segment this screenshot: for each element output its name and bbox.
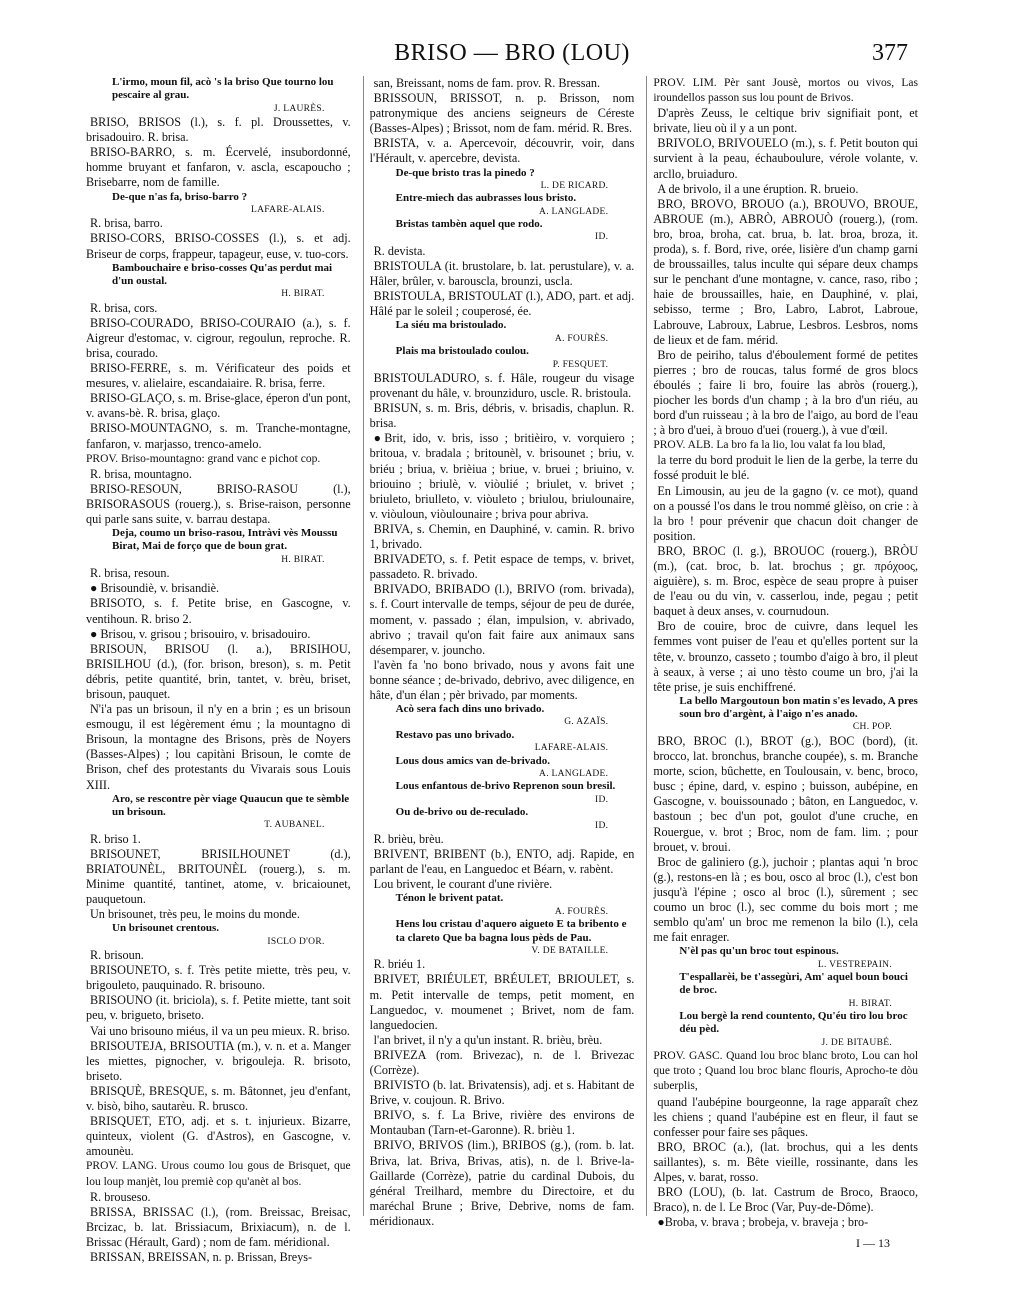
dictionary-entry: Vai uno brisouno miéus, il va un peu mieux. R. briso. [90, 1023, 350, 1038]
quotation-author: L. DE RICARD. [540, 180, 609, 191]
verse-quotation: Ténon le brivent patat. [395, 892, 504, 905]
column-left [86, 76, 351, 1264]
dictionary-entry: l'avèn fa 'no bono brivado, nous y avons fait une bonne séance ; de-brivado, debrivo, avec diligence, en hâte, d'un élan ; pèr brivado, par moments. [369, 657, 635, 702]
dictionary-entry: BRISOUNETO, s. f. Très petite miette, très peu, v. brigouleto, pauquinado. R. brisouno. [86, 963, 351, 993]
dictionary-entry: BRISO, BRISOS (l.), s. f. pl. Droussettes, v. brisadouiro. R. brisa. [86, 115, 351, 145]
signature-mark: I — 13 [856, 1236, 890, 1250]
verse-quotation: N'èl pas qu'un broc tout espinous. [679, 945, 839, 958]
dictionary-entry: BRIVO, s. f. La Brive, rivière des environs de Montauban (Tarn-et-Garonne). R. brièu 1. [369, 1108, 635, 1138]
quotation-author: J. DE BITAUBÉ. [821, 1037, 893, 1048]
quotation-author: A. LANGLADE. [539, 206, 609, 217]
quotation-author: ID. [595, 232, 609, 243]
dictionary-entry: R. brisa, resoun. [90, 566, 170, 581]
dictionary-entry: BRISSOUN, BRISSOT, n. p. Brisson, nom patronymique des anciens seigneurs de Céreste (Basses-Alpes) ; Brissot, nom de fam. mérid. R. Bres. [369, 91, 635, 136]
verse-quotation: De-que n'as fa, briso-barro ? [112, 190, 248, 203]
dictionary-entry: BRISTOULA (it. brustolare, b. lat. perustulare), v. a. Hâler, brûler, v. barouscla, brounzi, uscla. [369, 259, 635, 289]
dictionary-entry: BRISOUNO (it. briciola), s. f. Petite miette, tant soit peu, v. brigueto, briseto. [86, 993, 351, 1023]
dictionary-entry: BRISSA, BRISSAC (l.), (rom. Breissac, Breisac, Brcizac, b. lat. Brissiacum, Brixiacum), n. de l. Brissac (Hérault, Gard) ; nom de fam. méridional. [86, 1204, 351, 1249]
dictionary-entry: quand l'aubépine bourgeonne, la rage apparaît chez les chiens ; quand l'aubépine est en fleur, il faut se confesser pour faire ses pâques. [653, 1094, 919, 1139]
dictionary-entry: BRISUN, s. m. Bris, débris, v. brisadis, chaplun. R. brisa. [369, 401, 635, 431]
dictionary-entry: BRIVISTO (b. lat. Brivatensis), adj. et s. Habitant de Brive, v. coujoun. R. Brivo. [369, 1078, 635, 1108]
dictionary-entry: R. briso 1. [90, 831, 141, 846]
quotation-author: A. LANGLADE. [539, 768, 609, 779]
dictionary-entry: BRISO-BARRO, s. m. Écervelé, insubordonné, homme bruyant et fanfaron, v. ascla, escapoucho ; Brisebarre, nom de famille. [86, 145, 351, 190]
dictionary-entry: R. briéu 1. [373, 957, 426, 972]
verse-quotation: Lou bergè la rend countento, Qu'éu tiro lou broc déu pèd. [679, 1010, 908, 1036]
dictionary-entry: BRIVADO, BRIBADO (l.), BRIVO (rom. brivada), s. f. Court intervalle de temps, séjour de peu de durée, moment, v. passado ; élan, impulsion, v. abrivado, abrivo ; travail qu'on fait faire aux animaux sans désemparer, v. jouncho. [369, 582, 635, 657]
dictionary-entry: R. brisa, mountagno. [90, 466, 192, 481]
dictionary-entry: Lou brivent, le courant d'une rivière. [373, 877, 553, 892]
dictionary-entry: N'i'a pas un brisoun, il n'y en a brin ; es un brisoun esmougu, il est légèrement ému ; la mountagno di Brisoun, la montagne des Brisons, près de Noyers (Basses-Alpes) ; lou capitàni Brisoun, le comte de Brison, chef des protestants du Vivarais sous Louis XIII. [86, 702, 351, 792]
dictionary-entry: R. brouseso. [90, 1189, 151, 1204]
proverb: PROV. Briso-mountagno: grand vanc e pichot cop. [86, 452, 321, 465]
dictionary-entry: ● Brisou, v. grisou ; brisouiro, v. brisadouiro. [90, 626, 311, 641]
quotation-author: G. AZAÏS. [564, 717, 609, 728]
dictionary-entry: BRISOUNET, BRISILHOUNET (d.), BRIATOUNÈL, BRITOUNÈL (rouerg.), s. m. Minime quantité, tantinet, atome, v. bricaiounet, pauquetoun. [86, 846, 351, 907]
quotation-author: A. FOURÈS. [554, 333, 609, 344]
dictionary-entry: BRISQUET, ETO, adj. et s. t. injurieux. Bizarre, quinteux, violent (G. d'Astros), en Gascogne, v. amounèu. [86, 1114, 351, 1159]
proverb: PROV. ALB. La bro fa la lio, lou valat fa lou blad, [653, 439, 886, 452]
column-right [646, 76, 919, 1230]
dictionary-entry: R. brièu, brèu. [373, 832, 444, 847]
dictionary-entry: Bro de peiriho, talus d'éboulement formé de petites pierres ; bro de roucas, talus formé de gros blocs éboulés ; faire li bro, fouire las abròs (rouerg.), piocher les bords d'un champ ; à la bro d'un riéu, au bord d'un ruisseau ; à la bro de l'aigo, au bord de l'eau ; à bro d'uei, à brouo d'uei (rouerg.), à vue d'œil. [653, 347, 919, 438]
verse-quotation: La bello Margoutoun bon matin s'es levado, A pres soun bro d'argènt, à l'aigo n'es anado. [679, 694, 918, 721]
quotation-author: ID. [595, 794, 609, 805]
verse-quotation: Bambouchaire e briso-cosses Qu'as perdut mai d'un oustal. [112, 261, 333, 287]
quotation-author: LAFARE-ALAIS. [251, 204, 325, 215]
quotation-author: LAFARE-ALAIS. [534, 743, 609, 754]
quotation-author: H. BIRAT. [281, 289, 325, 300]
verse-quotation: Un brisounet crentous. [112, 922, 220, 935]
dictionary-entry: BRIVOLO, BRIVOUELO (m.), s. f. Petit bouton qui survient à la peau, échauboulure, vérole volante, v. arcllo, bruiaduro. [653, 136, 919, 181]
dictionary-entry: BRISTOULA, BRISTOULAT (l.), ADO, part. et adj. Hâlé par le soleil ; couperosé, ée. [369, 289, 635, 319]
dictionary-entry: BRIVENT, BRIBENT (b.), ENTO, adj. Rapide, en parlant de l'eau, en Languedoc et Béarn, v. rabènt. [369, 847, 635, 877]
dictionary-entry: BRIVEZA (rom. Brivezac), n. de l. Brivezac (Corrèze). [369, 1047, 635, 1077]
dictionary-entry: ●Brit, ido, v. bris, isso ; britièiro, v. vorquiero ; britoua, v. bradala ; britounèl, v. brisounet ; briu, v. briéu ; briua, v. brièiua ; briue, v. bruei ; briuino, v. briouino ; briulè, v. viòulié ; briulet, v. brivet ; briuleto, briulleto, v. viòuleto ; briulou, briulounaire, v. viòuloun, viòulounaire ; briva pour abriva. [369, 431, 635, 521]
verse-quotation: Lous dous amics van de-brivado. [395, 754, 551, 767]
verse-quotation: La siéu ma bristoulado. [395, 319, 507, 332]
verse-quotation: Restavo pas uno brivado. [395, 728, 515, 741]
dictionary-entry: Un brisounet, très peu, le moins du monde. [90, 907, 300, 922]
dictionary-entry: ●Broba, v. brava ; brobeja, v. braveja ; bro- [657, 1215, 869, 1230]
dictionary-entry: Broc de galiniero (g.), juchoir ; plantas aqui 'n broc (g.), restons-en là ; es bou, osco al broc (l.), c'est bon jusqu'à l'épine ; osco al broc (l.), sûrement ; sec coumo un broc (l.), sec comme du bois mort ; me semblo qu'am' un broc me remenon la bilo (l.), cela me fait enrager. [653, 854, 919, 945]
dictionary-entry: BRISSAN, BREISSAN, n. p. Brissan, Breys- [90, 1249, 313, 1264]
dictionary-entry: la terre du bord produit le lien de la gerbe, la terre du fossé produit le blé. [653, 453, 919, 483]
quotation-author: ISCLO D'OR. [267, 936, 325, 947]
dictionary-entry: R. devista. [373, 243, 426, 258]
quotation-author: CH. POP. [852, 722, 893, 733]
dictionary-entry: BRISQUÈ, BRESQUE, s. m. Bâtonnet, jeu d'enfant, v. bisò, biho, sautarèu. R. brusco. [86, 1083, 351, 1114]
page-header [0, 40, 1024, 70]
dictionary-entry: BRISTA, v. a. Apercevoir, découvrir, voir, dans l'Hérault, v. apercebre, devista. [369, 136, 635, 166]
quotation-author: T. AUBANEL. [264, 820, 325, 831]
dictionary-entry: BRISOTO, s. f. Petite brise, en Gascogne, v. ventihoun. R. briso 2. [86, 596, 351, 626]
dictionary-entry: san, Breissant, noms de fam. prov. R. Bressan. [373, 76, 601, 90]
quotation-author: H. BIRAT. [281, 554, 325, 565]
verse-quotation: L'irmo, moun fil, acò 's la briso Que tourno lou pescaire al grau. [112, 76, 334, 102]
dictionary-entry: BRISO-FERRE, s. m. Vérificateur des poids et mesures, v. alielaire, escandaiaire. R. brisa, ferre. [86, 361, 351, 391]
quotation-author: H. BIRAT. [848, 998, 893, 1009]
dictionary-entry: BRISTOULADURO, s. f. Hâle, rougeur du visage provenant du hâle, v. brounziduro, uscle. R. bristoula. [369, 371, 635, 401]
quotation-author: P. FESQUET. [552, 359, 609, 370]
dictionary-entry: En Limousin, au jeu de la gagno (v. ce mot), quand on a poussé l'os dans le trou nommé glèiso, on crie : à la bro ! pour prévenir que chacun doit changer de position. [653, 483, 919, 543]
dictionary-entry: BRO, BROC (l. g.), BROUOC (rouerg.), BRÒU (m.), (cat. broc, b. lat. brochus ; gr. πρόχοος, aiguière), s. m. Broc, espèce de seau propre à puiser de l'eau ou du vin, v. casserlou, inde, pegau ; petit baquet à deux anses, v. cournudoun. [653, 543, 919, 619]
dictionary-entry: BRIVO, BRIVOS (lim.), BRIBOS (g.), (rom. b. lat. Briva, lat. Briva, Brivas, atis), n. de l. Brive-la-Gaillarde (Corrèze), patrie du cardinal Dubois, du général Treilhard, membre du Directoire, et du maréchal Brune ; Brive, Debrive, noms de fam. méridionaux. [369, 1138, 635, 1228]
verse-quotation: Ou de-brivo ou de-reculado. [395, 806, 529, 819]
dictionary-entry: BRO, BROVO, BROUO (a.), BROUVO, BROUE, ABROUE (m.), ABRÒ, ABROUÒ (rouerg.), (rom. bro, broa, broha, cat. brua, b. lat. broa, broza, it. proda), s. f. Bord, rive, orée, lisière d'un champ garni de broussailles, talus inculte qui sépare deux champs sur le penchant d'une montagne, v. cance, raso, ribo ; haie de broussailles, haie, en Dauphiné, v. plai, sebisso, terme ; Bro, Labro, Labrot, Labroue, Labrouve, Labroux, Labrue, Lesbros. Lesbros, noms de lieux et de fam. mérid. [653, 196, 919, 347]
verse-quotation: Aro, se rescontre pèr viage Quaucun que te sèmble un brisoun. [112, 792, 350, 818]
dictionary-entry: BRISO-MOUNTAGNO, s. m. Tranche-montagne, fanfaron, v. marjasso, trenco-amelo. [86, 421, 351, 451]
dictionary-entry: BRO (LOU), (b. lat. Castrum de Broco, Braoco, Braco), n. de l. Le Broc (Var, Puy-de-Dôme). [653, 1185, 919, 1215]
running-head: BRISO — BRO (LOU) [394, 40, 630, 66]
dictionary-entry: l'an brivet, il n'y a qu'un instant. R. brièu, brèu. [373, 1032, 603, 1047]
quotation-author: A. FOURÈS. [554, 906, 609, 917]
dictionary-entry: BRIVET, BRIÉULET, BRÉULET, BRIOULET, s. m. Petit intervalle de temps, petit moment, en Languedoc, v. moumenet ; Brivet, nom de fam. languedocien. [369, 972, 635, 1032]
dictionary-entry: BRISO-GLAÇO, s. m. Brise-glace, éperon d'un pont, v. avans-bè. R. brisa, glaço. [86, 391, 351, 421]
dictionary-entry: Bro de couire, broc de cuivre, dans lequel les femmes vont puiser de l'eau et qu'elles portent sur la tête, v. brounzo, casseto ; toumbo d'aigo à bro, il pleut à seaux, à verse ; ai uno tèsto coume un bro, j'ai la tête prise, je suis enchiffrené. [653, 619, 919, 694]
dictionary-entry: BRIVADETO, s. f. Petit espace de temps, v. brivet, passadeto. R. brivado. [369, 552, 635, 582]
dictionary-entry: BRISOUTEJA, BRISOUTIA (m.), v. n. et a. Manger les miettes, pignocher, v. brigouleja. R. brisoto, briseto. [86, 1038, 351, 1083]
verse-quotation: Bristas tambèn aquel que rodo. [395, 218, 543, 231]
dictionary-entry: BRO, BROC (l.), BROT (g.), BOC (bord), (it. brocco, lat. bronchus, branche coupée), s. m. Branche morte, scion, bûchette, en Toulousain, v. benc, broco, busc ; épine, dard, v. espino ; buisson, aubépine, en Gascogne, v. bouissounado ; bâton, en Languedoc, v. bastoun ; bec d'un pot, goulot d'une cruche, en Rouergue, v. brot ; Broc, nom de fam. lim. ; pour brouet, v. broui. [653, 733, 919, 854]
dictionary-entry: ● Brisoundiè, v. brisandiè. [90, 581, 220, 596]
quotation-author: L. VESTREPAIN. [817, 959, 893, 970]
verse-quotation: Deja, coumo un briso-rasou, Intràvi vès Moussu Birat, Mai de forço que de boun grat. [112, 527, 338, 553]
dictionary-entry: D'après Zeuss, le celtique briv signifiait pont, et brivate, lieu où il y a un pont. [653, 106, 919, 136]
dictionary-entry: R. brisoun. [90, 948, 144, 963]
verse-quotation: De-que bristo tras la pinedo ? [395, 166, 535, 179]
verse-quotation: Lous enfantous de-brivo Reprenon soun bresil. [395, 780, 616, 793]
proverb: PROV. LIM. Pèr sant Jousè, mortos ou vivos, Las iroundellos passon sus lou pount de Brivos. [653, 77, 919, 105]
dictionary-entry: BRO, BROC (a.), (lat. brochus, qui a les dents saillantes), s. m. Bête vieille, rossinante, dans les Alpes, v. barat, rosso. [653, 1139, 919, 1184]
dictionary-entry: BRISOUN, BRISOU (l. a.), BRISIHOU, BRISILHOU (d.), (for. brison, breson), s. m. Petit débris, petite quantité, brin, tantet, v. brèu, briset, brisoun, pauquet. [86, 641, 351, 701]
page-number: 377 [872, 40, 908, 66]
verse-quotation: Acò sera fach dins uno brivado. [395, 703, 545, 716]
quotation-author: J. LAURÈS. [273, 103, 325, 114]
column-middle [363, 76, 635, 1228]
dictionary-entry: BRISO-COURADO, BRISO-COURAIO (a.), s. f. Aigreur d'estomac, v. cigrour, regoulun, reproche. R. brisa, courado. [86, 315, 351, 361]
dictionary-entry: BRIVA, s. Chemin, en Dauphiné, v. camin. R. brivo 1, brivado. [369, 521, 635, 552]
verse-quotation: Plais ma bristoulado coulou. [395, 345, 529, 358]
verse-quotation: T'espallarèi, be t'assegùri, Am' aquel boun bouci de broc. [679, 971, 908, 997]
dictionary-entry: R. brisa, barro. [90, 216, 163, 231]
quotation-author: V. DE BATAILLE. [531, 945, 609, 956]
dictionary-entry: R. brisa, cors. [90, 300, 158, 315]
dictionary-entry: A de brivolo, il a une éruption. R. brueio. [657, 181, 859, 196]
quotation-author: ID. [595, 820, 609, 831]
dictionary-entry: BRISO-RESOUN, BRISO-RASOU (l.), BRISORASOUS (rouerg.), s. Brise-raison, personne qui parle sans suite, v. barrau destapa. [86, 481, 351, 527]
proverb: PROV. GASC. Quand lou broc blanc broto, Lou can hol que troto ; Quand lou broc blanc flouris, Aprocho-te dòu suberplis, [653, 1050, 919, 1093]
proverb: PROV. LANG. Urous coumo lou gous de Brisquet, que lou loup manjèt, lou premiè cop qu'anèt al bos. [86, 1160, 351, 1188]
verse-quotation: Entre-miech das aubrasses lous bristo. [395, 192, 577, 205]
verse-quotation: Hens lou cristau d'aquero aigueto E ta bribento e ta clareto Que ba bagna lous pèds de Pau. [395, 918, 627, 944]
dictionary-entry: BRISO-CORS, BRISO-COSSES (l.), s. et adj. Briseur de corps, frappeur, tapageur, euse, v. tuo-cors. [86, 231, 351, 261]
